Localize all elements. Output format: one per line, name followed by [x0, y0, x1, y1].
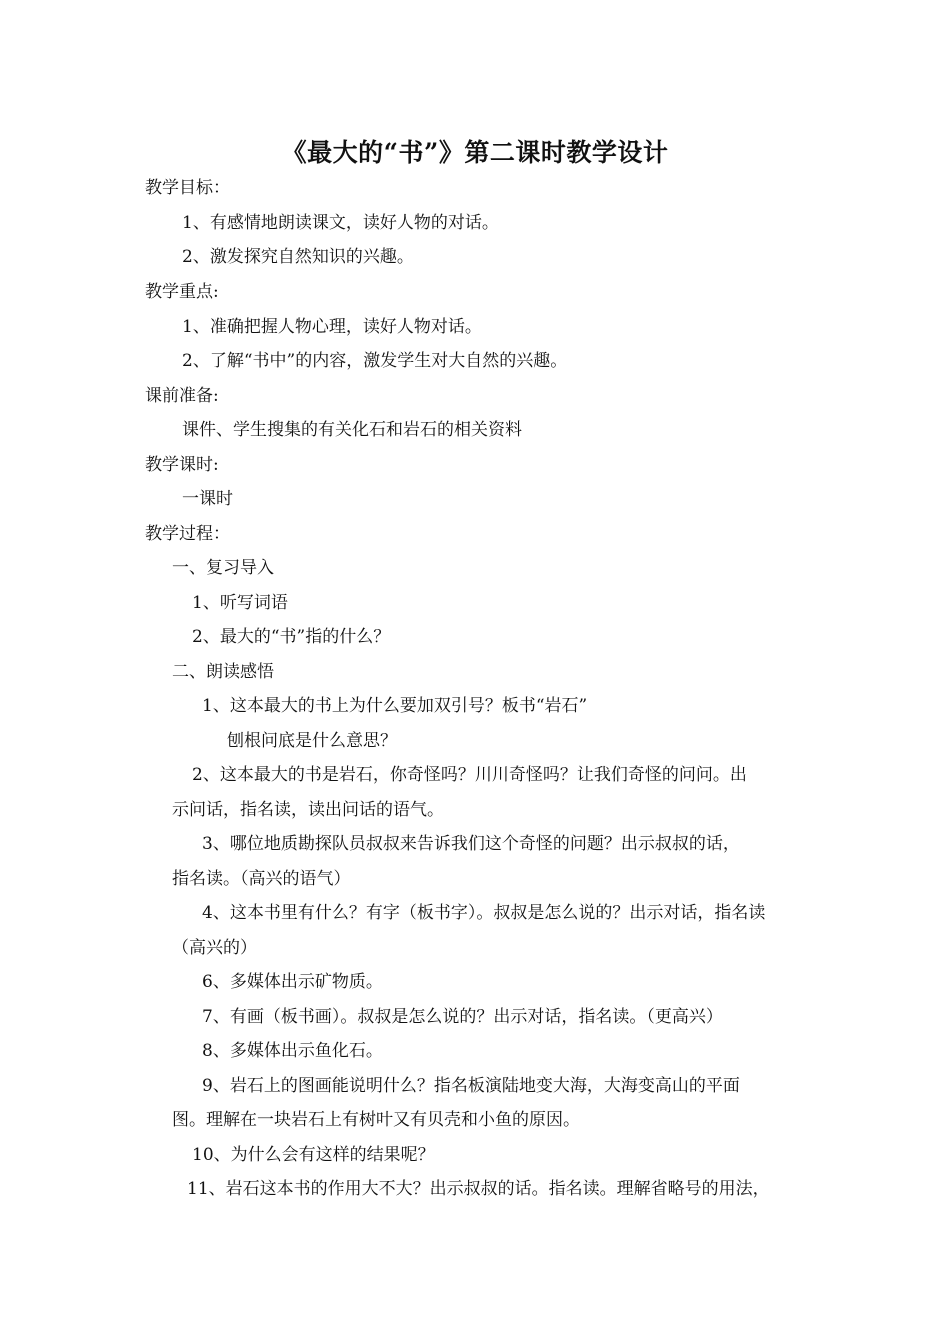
preparation-text: 课件、学生搜集的有关化石和岩石的相关资料 — [182, 420, 522, 440]
process-step: 10、为什么会有这样的结果呢？ — [192, 1145, 435, 1165]
section-heading-process: 教学过程： — [145, 524, 230, 544]
objective-1: 1、有感情地朗读课文，读好人物的对话。 — [182, 213, 499, 233]
process-step: 1、听写词语 — [192, 593, 288, 613]
process-step: 8、多媒体出示鱼化石。 — [202, 1041, 383, 1061]
process-step: 6、多媒体出示矿物质。 — [202, 972, 383, 992]
process-step: 9、岩石上的图画能说明什么？指名板演陆地变大海，大海变高山的平面 — [202, 1076, 740, 1096]
section-heading-periods: 教学课时: — [145, 455, 219, 475]
process-step: 3、哪位地质勘探队员叔叔来告诉我们这个奇怪的问题？出示叔叔的话， — [202, 834, 740, 854]
process-part-1-heading: 一、复习导入 — [172, 558, 274, 578]
section-heading-objectives: 教学目标： — [145, 178, 230, 198]
periods-text: 一课时 — [182, 489, 233, 509]
process-step: 11、岩石这本书的作用大不大？出示叔叔的话。指名读。理解省略号的用法， — [187, 1179, 770, 1199]
document-title: 《最大的“书”》第二课时教学设计 — [281, 138, 669, 167]
process-step: 7、有画（板书画）。叔叔是怎么说的？出示对话，指名读。（更高兴） — [202, 1007, 723, 1027]
process-step-continuation: （高兴的） — [172, 938, 257, 958]
process-step-continuation: 图。理解在一块岩石上有树叶又有贝壳和小鱼的原因。 — [172, 1110, 580, 1130]
process-part-2-heading: 二、朗读感悟 — [172, 662, 274, 682]
process-step-continuation: 刨根问底是什么意思？ — [227, 731, 397, 751]
key-point-1: 1、准确把握人物心理，读好人物对话。 — [182, 317, 482, 337]
process-step-continuation: 指名读。（高兴的语气） — [172, 869, 351, 889]
process-step-continuation: 示问话，指名读，读出问话的语气。 — [172, 800, 444, 820]
section-heading-key-points: 教学重点: — [145, 282, 219, 302]
process-step: 1、这本最大的书上为什么要加双引号？板书“岩石” — [202, 696, 588, 716]
process-step: 2、最大的“书”指的什么？ — [192, 627, 391, 647]
section-heading-preparation: 课前准备: — [145, 386, 219, 406]
process-step: 4、这本书里有什么？有字（板书字）。叔叔是怎么说的？出示对话，指名读 — [202, 903, 766, 923]
key-point-2: 2、了解“书中”的内容，激发学生对大自然的兴趣。 — [182, 351, 568, 371]
process-step: 2、这本最大的书是岩石，你奇怪吗？川川奇怪吗？让我们奇怪的问问。出 — [192, 765, 747, 785]
objective-2: 2、激发探究自然知识的兴趣。 — [182, 247, 414, 267]
